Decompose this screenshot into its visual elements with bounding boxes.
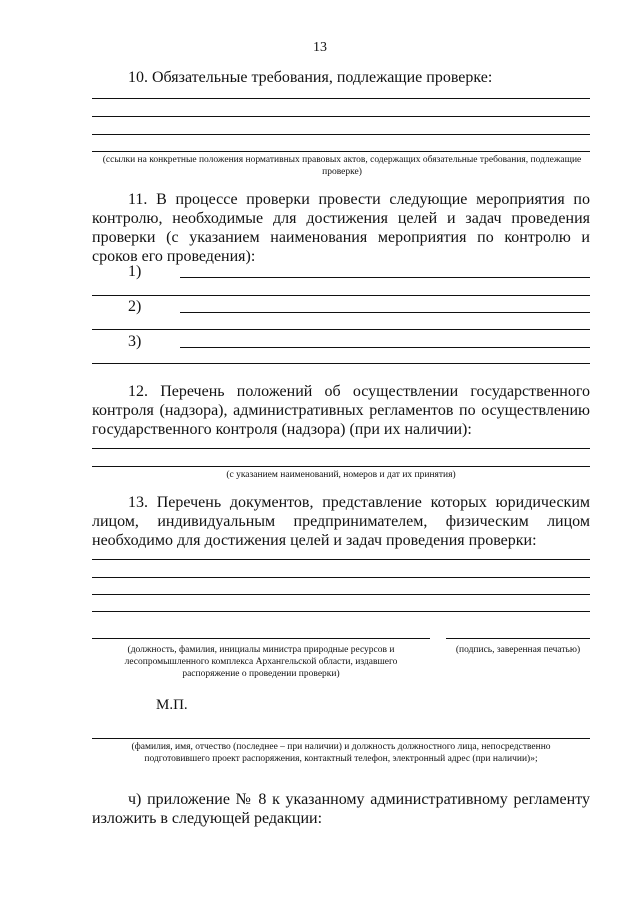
fill-line (180, 263, 590, 278)
section-10-line-1 (92, 98, 590, 99)
section-11-line-a (92, 295, 590, 296)
closing-text: ч) приложение № 8 к указанному административному регламенту изложить в следующей редакции: (92, 791, 590, 827)
section-11-line-b (92, 329, 590, 330)
section-12-line-1 (92, 448, 590, 449)
fill-line (180, 333, 590, 348)
stamp-label: М.П. (156, 697, 188, 713)
section-12-line-2 (92, 466, 590, 467)
section-13-line-4 (92, 611, 590, 612)
section-11-text: 11. В процессе проверки провести следующие мероприятия по контролю, необходимые для достижения целей и задач проведения проверки (с указанием наименования мероприятия по контролю и сроков его проведения): (92, 191, 590, 265)
fill-line (180, 298, 590, 313)
signature-line-right (446, 638, 590, 639)
section-11-item-2 (92, 297, 590, 316)
section-12-text: 12. Перечень положений об осуществлении государственного контроля (надзора), административных регламентов по осуществлению государственного контроля (надзора) (при их наличии): (92, 383, 590, 438)
section-10-line-4 (92, 151, 590, 152)
page-number: 13 (313, 40, 327, 55)
section-12-caption: (с указанием наименований, номеров и дат их принятия) (226, 470, 456, 480)
item-number: 1) (128, 263, 142, 280)
official-line (92, 738, 590, 739)
signature-left-caption: (должность, фамилия, инициалы министра природные ресурсов и лесопромышленного комплекса Архангельской области, издавшего распоряжение о проведении проверки) (124, 645, 398, 679)
section-11-item-1 (92, 262, 590, 281)
item-number: 2) (128, 298, 142, 315)
official-caption: (фамилия, имя, отчество (последнее – при наличии) и должность должностного лица, непосредственно подготовившего проект распоряжения, контактный телефон, электронный адрес (при наличии)»; (131, 742, 551, 764)
section-10-line-3 (92, 134, 590, 135)
section-10-caption: (ссылки на конкретные положения нормативных правовых актов, содержащих обязательные требования, подлежащие проверке) (102, 155, 582, 177)
item-number: 3) (128, 333, 142, 350)
section-11-item-3 (92, 332, 590, 351)
section-10-line-2 (92, 116, 590, 117)
section-10 (92, 68, 590, 87)
section-10-heading: 10. Обязательные требования, подлежащие проверке: (128, 69, 493, 86)
signature-right-caption: (подпись, заверенная печатью) (455, 645, 581, 655)
section-13-text: 13. Перечень документов, представление которых юридическим лицом, индивидуальным предпринимателем, физическим лицом необходимо для достижения целей и задач проведения проверки: (92, 494, 590, 549)
section-13-line-3 (92, 594, 590, 595)
section-13-line-2 (92, 577, 590, 578)
section-11-line-c (92, 363, 590, 364)
section-13-line-1 (92, 559, 590, 560)
signature-line-left (92, 638, 430, 639)
